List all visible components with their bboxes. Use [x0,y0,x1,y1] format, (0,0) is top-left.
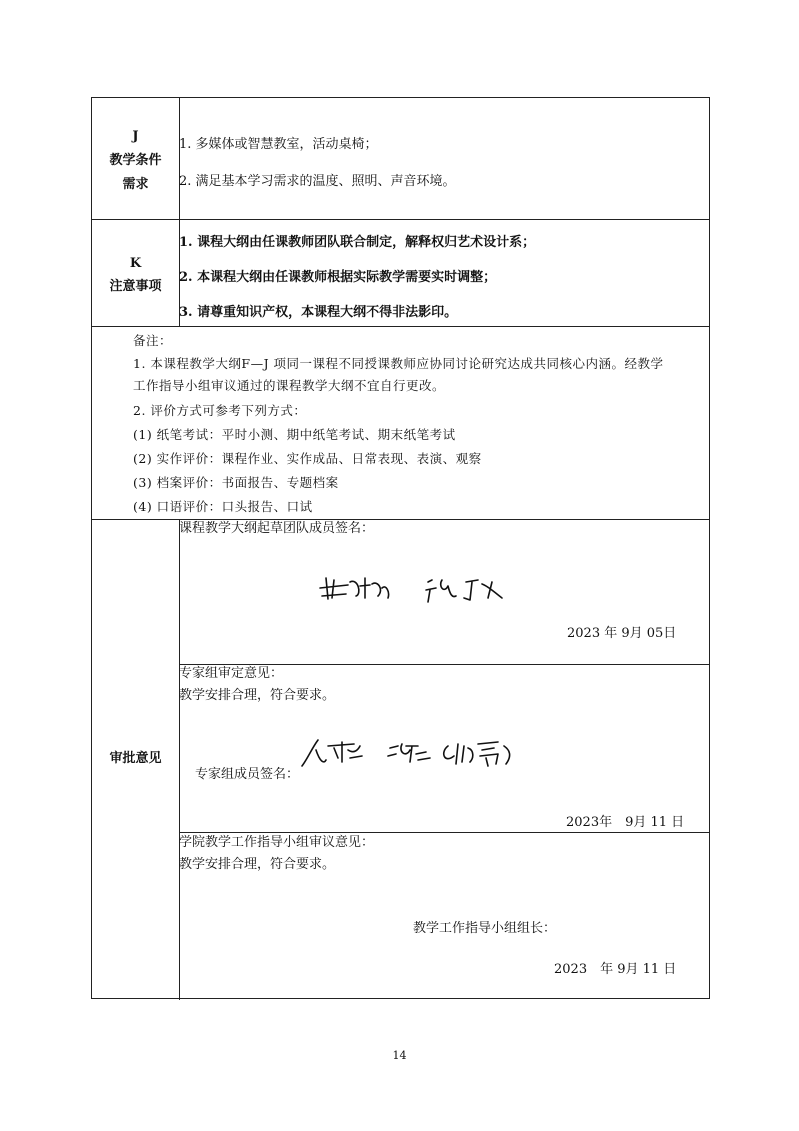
row-k-label: 注意事项 [109,279,162,294]
row-divider [92,219,709,220]
row-k-item: 2. 本课程大纲由任课教师根据实际教学需要实时调整； [179,270,497,285]
row-divider [179,832,709,833]
notes-line: 1. 本课程教学大纲F—J 项同一课程不同授课教师应协同讨论研究达成共同核心内涵。经教学 [133,356,664,371]
notes-method: (3) 档案评价：书面报告、专题档案 [133,475,339,490]
notes-method: (1) 纸笔考试：平时小测、期中纸笔考试、期末纸笔考试 [133,427,456,442]
expert-title: 专家组审定意见： [179,666,284,681]
notes-heading: 备注： [133,333,173,348]
drafting-title: 课程教学大纲起草团队成员签名： [179,521,375,536]
row-k-item: 3. 请尊重知识产权，本课程大纲不得非法影印。 [179,305,458,320]
college-title: 学院教学工作指导小组审议意见： [179,835,375,850]
row-divider [92,326,709,327]
college-date: 2023 年 9月 11 日 [554,962,677,977]
page-number: 14 [392,1049,407,1062]
row-divider [92,519,709,520]
expert-signature [298,736,518,772]
drafting-signature [318,572,503,608]
column-divider [179,519,180,1000]
college-signer-label: 教学工作指导小组组长： [413,921,557,936]
expert-opinion: 教学安排合理，符合要求。 [179,688,336,703]
row-j-label: 教学条件 [109,153,162,168]
row-divider [179,664,709,665]
row-j-label: 需求 [122,177,149,192]
drafting-date: 2023 年 9月 05日 [567,626,677,641]
approval-label: 审批意见 [109,751,162,766]
expert-date: 2023年 9月 11 日 [566,815,685,830]
column-divider [179,98,180,326]
notes-method: (4) 口语评价：口头报告、口试 [133,499,313,514]
notes-line: 工作指导小组审议通过的课程教学大纲不宜自行更改。 [133,378,446,393]
expert-signer-label: 专家组成员签名： [195,767,300,782]
notes-method: (2) 实作评价：课程作业、实作成品、日常表现、表演、观察 [133,451,482,466]
notes-line: 2. 评价方式可参考下列方式： [133,403,307,418]
row-k-code: K [129,256,142,271]
row-j-code: J [132,129,139,144]
row-k-item: 1. 课程大纲由任课教师团队联合制定，解释权归艺术设计系； [179,235,536,250]
row-j-item: 2. 满足基本学习需求的温度、照明、声音环境。 [179,174,456,189]
row-j-item: 1. 多媒体或智慧教室，活动桌椅； [179,137,378,152]
syllabus-table [91,97,710,999]
college-opinion: 教学安排合理，符合要求。 [179,857,336,872]
